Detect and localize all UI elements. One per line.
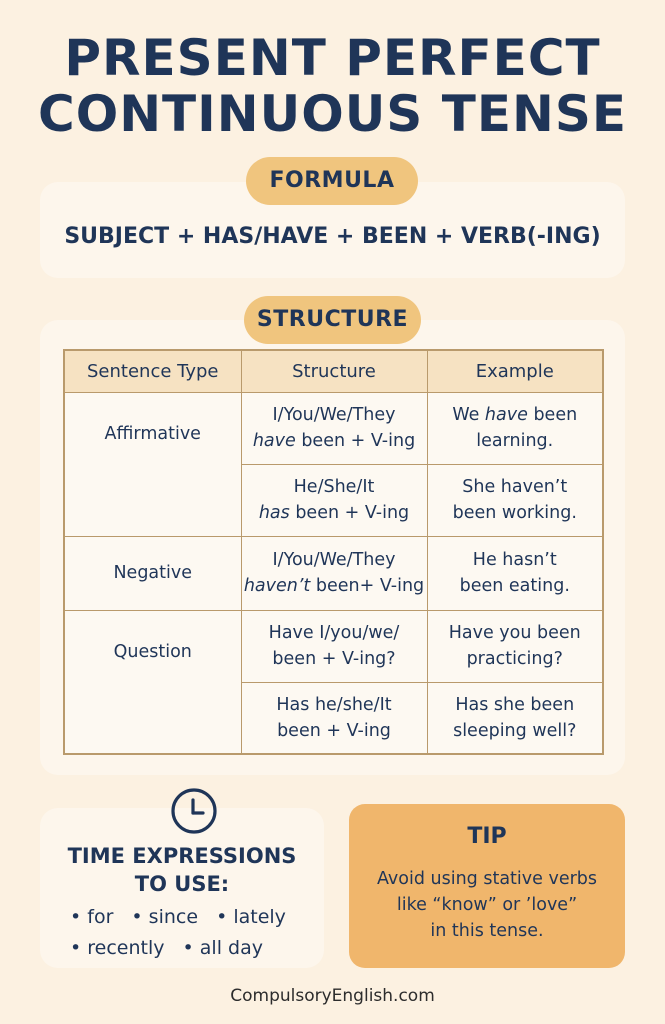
structure-line [242,428,427,454]
structure-cell [241,682,427,754]
structure-cell [241,392,427,464]
example-cell [427,682,603,754]
header-structure: Structure [241,350,427,392]
header-example: Example [427,350,603,392]
auxiliary-verb: has [258,503,290,523]
sentence-type-negative: Negative [64,536,241,610]
sentence-type-affirmative: Affirmative [64,392,241,536]
structure-line: He/She/It [293,477,375,497]
header-sentence-type: Sentence Type [64,350,241,392]
table-row [64,610,603,682]
table-row [64,536,603,610]
structure-line: been + V-ing [277,720,391,741]
example-line: She haven’t [462,477,568,497]
structure-cell [241,610,427,682]
structure-rest: been+ V-ing [310,576,425,596]
example-line [428,402,603,428]
time-list-row [70,902,320,933]
example-pre: We [452,405,485,425]
example-line: Have you been [448,623,581,643]
tip-line: Avoid using stative verbs [376,869,598,889]
structure-rest: been + V-ing [295,431,416,451]
title-line-1: PRESENT PERFECT [64,29,601,87]
example-cell [427,392,603,464]
example-post: been [527,405,578,425]
formula-text: SUBJECT + HAS/HAVE + BEEN + VERB(-ING) [64,224,601,249]
time-expressions-title [40,842,324,898]
structure-line: Has he/she/It [276,694,392,715]
tip-line: in this tense. [430,921,544,941]
list-item: • lately [216,906,286,928]
tip-line: like “know” or ’love” [396,895,578,915]
example-line: learning. [476,431,554,451]
structure-line: I/You/We/They [272,405,396,425]
structure-rest: been + V-ing [289,503,410,523]
time-title-line-1: TIME EXPRESSIONS [67,844,297,868]
structure-line [242,500,427,526]
tip-body [360,866,614,944]
table-row [64,392,603,464]
formula-pill: FORMULA [246,157,418,205]
example-line: He hasn’t [472,550,557,570]
structure-line [242,573,427,599]
list-item: • all day [182,937,263,959]
example-line: practicing? [466,649,563,669]
time-title-line-2: TO USE: [134,872,230,896]
structure-cell [241,536,427,610]
example-line: been eating. [459,576,570,596]
sentence-type-question: Question [64,610,241,754]
list-item: • for [70,906,114,928]
time-list-row [70,933,320,964]
structure-line: Have I/you/we/ [268,623,400,643]
example-line: Has she been [455,694,575,715]
footer-site-name: CompulsoryEnglish.com [230,986,435,1006]
structure-table [63,349,604,755]
structure-line: been + V-ing? [272,649,396,669]
structure-pill: STRUCTURE [244,296,421,344]
title-line-2: CONTINUOUS TENSE [38,85,627,143]
table-header-row [64,350,603,392]
example-line: been working. [452,503,577,523]
auxiliary-verb: have [484,405,528,425]
example-cell [427,536,603,610]
example-cell [427,464,603,536]
example-line: sleeping well? [453,720,577,741]
auxiliary-verb: haven’t [243,576,311,596]
list-item: • recently [70,937,165,959]
page-title [0,30,665,142]
auxiliary-verb: have [252,431,296,451]
structure-cell [241,464,427,536]
example-cell [427,610,603,682]
tip-title: TIP [467,824,507,849]
structure-line: I/You/We/They [272,550,396,570]
clock-icon [169,786,219,836]
time-expressions-list [70,902,320,964]
list-item: • since [131,906,199,928]
